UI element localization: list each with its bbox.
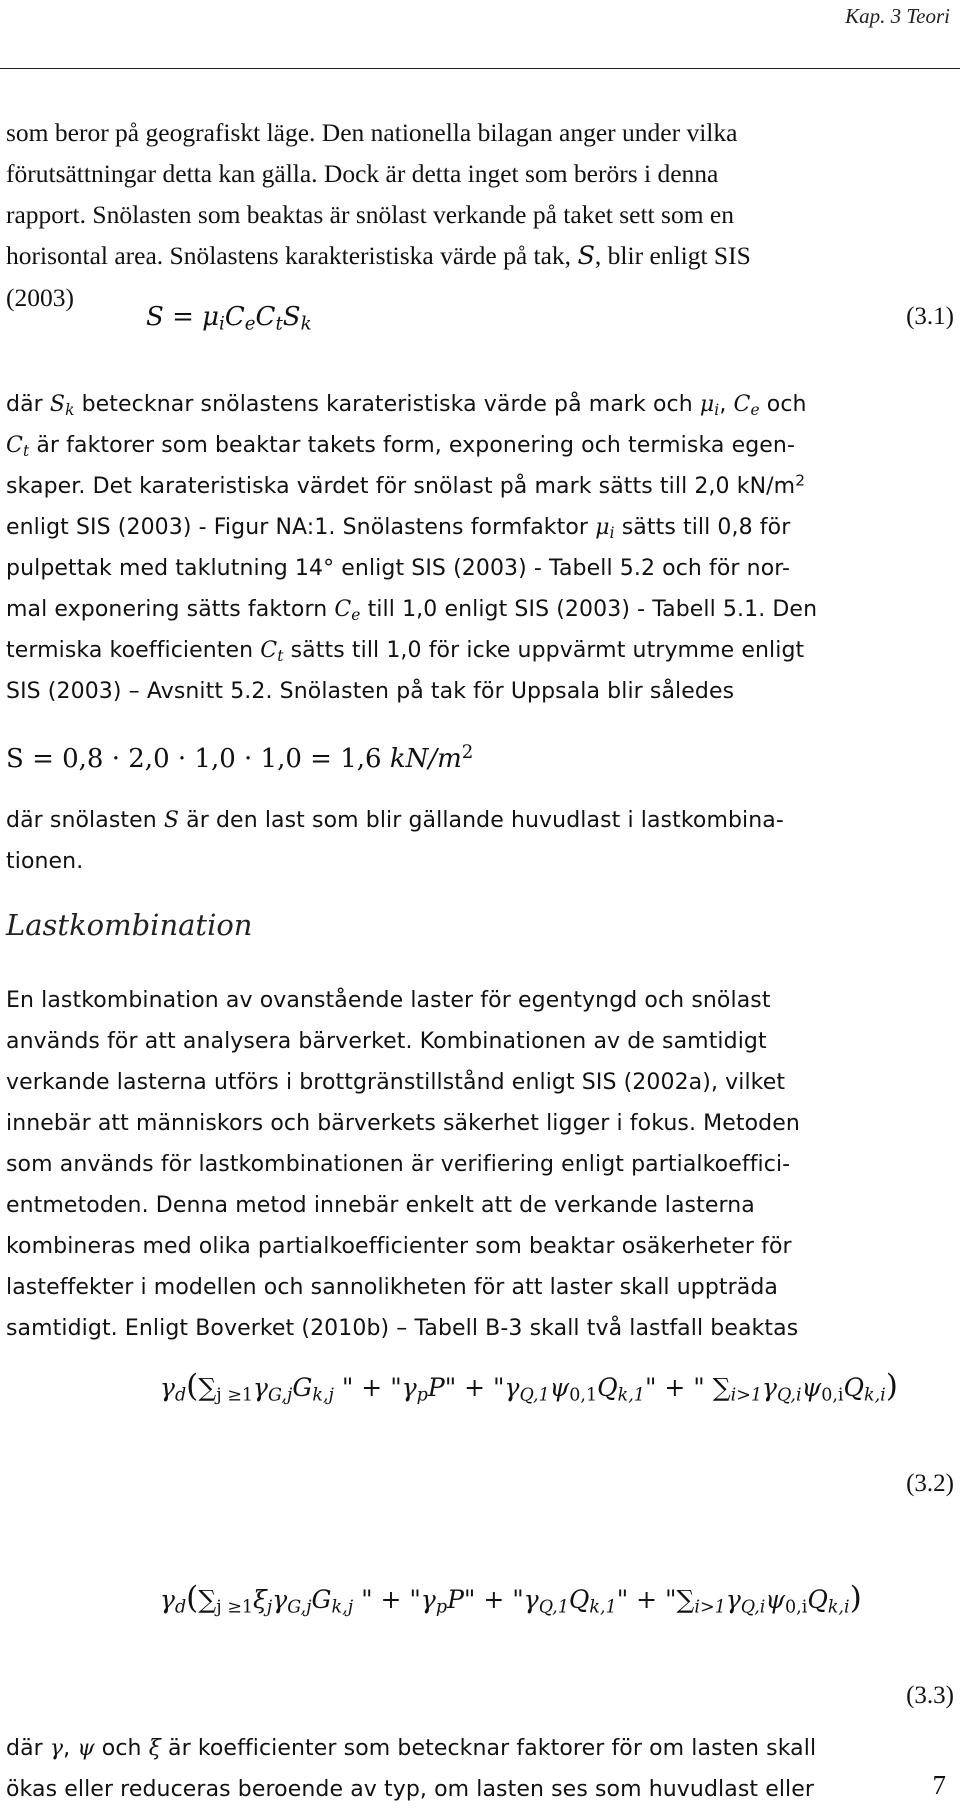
text-line [6,589,954,630]
text-line: pulpettak med taklutning 14° enligt SIS (2003) - Tabell 5.2 och för nor- [6,556,791,581]
math-subscript: 0,1 [569,1385,598,1406]
text-span: betecknar snölastens karateristiska värde på mark och [74,392,700,417]
math-symbol: S [577,241,595,271]
text-span: horisontal area. Snölastens karakteristiska värde på tak, [6,241,578,270]
text-span: och [94,1736,149,1761]
math-subscript: G,j [287,1597,312,1618]
math-subscript: 0,i [785,1597,808,1618]
math-symbol: C [334,597,352,622]
equation-number: (3.1) [906,303,954,330]
math-symbol: G [311,1585,332,1614]
math-subscript: k,i [827,1597,850,1618]
equation-3-2 [160,1368,898,1404]
math-subscript: Q,1 [538,1597,569,1618]
math-symbol: S [282,302,301,332]
math-symbol: γ [401,1373,417,1402]
math-operator: " + " [444,1373,505,1402]
text-span: skaper. Det karateristiska värdet för snölast på mark sätts till 2,0 kN/m [6,474,796,499]
text-line [6,466,954,507]
math-operator: " + " [616,1585,677,1614]
math-subscript: i>1 [730,1385,762,1406]
math-subscript: Q,i [776,1385,802,1406]
math-subscript: t [277,646,284,665]
text-span: enligt SIS (2003) - Figur NA:1. Snölastens formfaktor [6,515,596,540]
text-line [6,425,954,466]
math-symbol: ξ [253,1585,267,1614]
text-line: SIS (2003) – Avsnitt 5.2. Snölasten på tak för Uppsala blir således [6,679,735,704]
math-symbol: C [6,433,23,458]
text-line [6,1728,954,1769]
math-symbol: ψ [77,1736,95,1761]
equation-number: (3.3) [906,1682,954,1709]
text-line: lasteffekter i modellen och sannolikheten för att laster skall uppträda [6,1275,779,1300]
math-subscript: t [22,441,30,460]
text-span: och [759,392,807,417]
text-line: En lastkombination av ovanstående laster för egentyngd och snölast [6,988,771,1013]
text-span: är den last som blir gällande huvudlast i lastkombina- [179,808,784,833]
math-symbol: ψ [549,1373,570,1402]
paragraph-snow-load [6,384,954,712]
math-symbol: γ [725,1585,741,1614]
text-line: innebär att människors och bärverkets säkerhet ligger i fokus. Metoden [6,1111,800,1136]
text-span: är faktorer som beaktar takets form, exponering och termiska egen- [29,433,795,458]
math-symbol: S [163,808,180,833]
math-symbol: S [49,392,66,417]
header-rule [0,68,960,69]
superscript: 2 [795,471,806,490]
sum-symbol: ∑ [676,1585,695,1614]
text-span: termiska koefficienten [6,638,261,663]
text-line [6,384,954,425]
math-operator: " + " [333,1373,402,1402]
math-operator: " + " [644,1373,713,1402]
math-subscript: k [65,400,75,419]
math-unit: kN/m [389,744,462,774]
superscript: 2 [461,741,474,763]
math-operator: = [163,302,203,332]
text-line: entmetoden. Denna metod innebär enkelt att de verkande lasterna [6,1193,755,1218]
math-operator: " + " [463,1585,524,1614]
math-symbol: ψ [765,1585,786,1614]
text-line [6,800,954,841]
equation-3-3 [160,1580,862,1616]
math-subscript: p [435,1597,448,1618]
math-subscript: i [714,400,720,419]
text-line: kombineras med olika partialkoefficienter som beaktar osäkerheter för [6,1234,792,1259]
text-span: , [63,1736,78,1761]
math-subscript: j ≥1 [216,1385,254,1406]
math-bracket: ) [849,1580,862,1616]
math-operator: " + " [353,1585,421,1614]
paragraph-intro [6,112,954,318]
text-span: är koefficienter som betecknar faktorer för om lasten skall [160,1736,817,1761]
math-symbol: Q [843,1373,864,1402]
text-line: som beror på geografiskt läge. Den nationella bilagan anger under vilka [6,118,738,147]
math-symbol: γ [523,1585,539,1614]
math-symbol: Q [568,1585,590,1614]
paragraph-load-combination [6,980,954,1349]
section-heading: Lastkombination [6,908,253,942]
math-symbol: μ [595,515,610,540]
text-span: sätts till 0,8 för [614,515,791,540]
math-subscript: k,j [312,1385,334,1406]
math-symbol: γ [160,1585,175,1614]
text-span: sätts till 1,0 för icke uppvärmt utrymme enligt [283,638,805,663]
math-symbol: S [146,302,164,332]
math-subscript: Q,1 [519,1385,550,1406]
math-symbol: C [224,302,245,332]
text-span: , blir enligt SIS [594,241,751,270]
text-span: , [719,392,734,417]
math-expression: S = 0,8 · 2,0 · 1,0 · 1,0 = 1,6 [6,744,390,774]
math-subscript: j [266,1597,273,1618]
math-symbol: ψ [801,1373,822,1402]
math-subscript: G,j [267,1385,293,1406]
math-subscript: d [174,1597,187,1618]
running-head: Kap. 3 Teori [845,4,950,28]
math-subscript: Q,i [740,1597,766,1618]
text-line [6,235,954,277]
math-symbol: γ [49,1736,64,1761]
text-line: används för att analysera bärverket. Kombinationen av de samtidigt [6,1029,767,1054]
math-subscript: k,j [331,1597,354,1618]
math-symbol: C [255,302,276,332]
math-symbol: ξ [148,1736,161,1761]
math-subscript: e [750,400,760,419]
math-subscript: k,1 [589,1597,617,1618]
math-subscript: i [609,523,615,542]
math-symbol: γ [272,1585,288,1614]
sum-symbol: ∑ [198,1585,217,1614]
math-symbol: C [260,638,278,663]
math-symbol: C [733,392,751,417]
math-symbol: γ [253,1373,268,1402]
text-line: som används för lastkombinationen är verifiering enligt partialkoeffici- [6,1152,791,1177]
text-span: där [6,392,50,417]
math-subscript: k [300,313,312,335]
text-line: samtidigt. Enligt Boverket (2010b) – Tabell B-3 skall två lastfall beaktas [6,1316,799,1341]
snow-load-calculation [6,741,474,774]
math-subscript: t [275,313,283,335]
math-subscript: j ≥1 [216,1597,254,1618]
math-bracket: ) [885,1368,898,1404]
paragraph-coefficients [6,1728,954,1810]
math-symbol: G [292,1373,313,1402]
text-line: ökas eller reduceras beroende av typ, om lasten ses som huvudlast eller [6,1777,815,1802]
math-symbol: P [447,1585,464,1614]
text-span: där snölasten [6,808,164,833]
text-line [6,630,954,671]
math-subscript: e [244,313,256,335]
math-symbol: γ [160,1373,175,1402]
math-subscript: p [416,1385,428,1406]
math-symbol: γ [762,1373,777,1402]
math-subscript: i [219,313,225,335]
sum-symbol: ∑ [712,1373,731,1402]
text-line: förutsättningar detta kan gälla. Dock är detta inget som berörs i denna [6,159,719,188]
math-symbol: μ [202,302,220,332]
math-bracket: ( [186,1580,199,1616]
math-subscript: e [351,605,361,624]
text-span: till 1,0 enligt SIS (2003) - Tabell 5.1. Den [360,597,818,622]
sum-symbol: ∑ [198,1373,217,1402]
math-subscript: 0,i [821,1385,844,1406]
math-symbol: Q [597,1373,618,1402]
text-line: rapport. Snölasten som beaktas är snölast verkande på taket sett som en [6,200,734,229]
paragraph-main-load [6,800,954,882]
math-subscript: d [174,1385,187,1406]
math-symbol: Q [807,1585,828,1614]
equation-number: (3.2) [906,1470,954,1497]
text-span: där [6,1736,50,1761]
math-symbol: P [427,1373,445,1402]
math-symbol: γ [420,1585,436,1614]
text-span: mal exponering sätts faktorn [6,597,335,622]
math-symbol: μ [699,392,715,417]
page-number: 7 [932,1770,946,1800]
math-subscript: k,i [864,1385,886,1406]
text-line: tionen. [6,849,84,874]
math-subscript: i>1 [694,1597,726,1618]
math-subscript: k,1 [617,1385,645,1406]
text-line: verkande lasterna utförs i brottgränstillstånd enligt SIS (2002a), vilket [6,1070,786,1095]
math-symbol: γ [504,1373,520,1402]
equation-3-1 [146,302,312,335]
math-bracket: ( [186,1368,199,1404]
text-line: (2003) [6,283,74,312]
text-line [6,507,954,548]
